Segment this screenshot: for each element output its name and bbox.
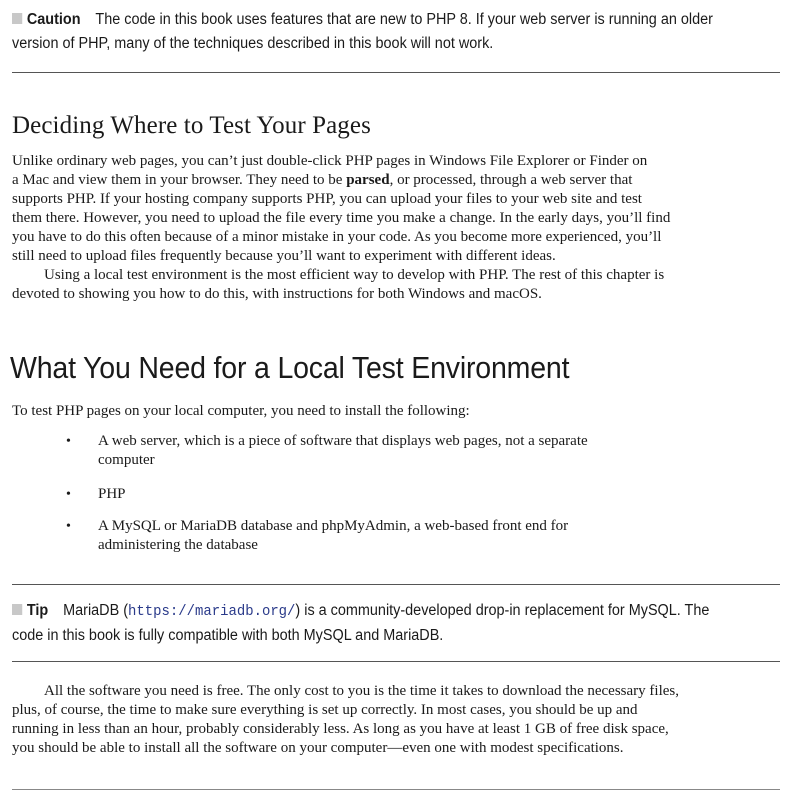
tip-note xyxy=(12,599,780,648)
section1-paragraph-2 xyxy=(12,266,780,304)
text-run: Using a local test environment is the most efficient way to develop with PHP. The rest of this chapter is xyxy=(44,267,665,283)
caution-label: Caution xyxy=(26,11,81,28)
text-run: , or processed, through a web server that xyxy=(389,172,633,188)
paragraph-line: you should be able to install all the software on your computer—even one with modest specifications. xyxy=(12,740,624,756)
caution-bottom-rule xyxy=(12,72,780,73)
text-run: a Mac and view them in your browser. They need to be xyxy=(12,172,347,188)
text-run: ) is a community-developed drop-in replacement for MySQL. The xyxy=(295,602,710,619)
paragraph-line xyxy=(12,171,780,190)
paragraph-line: supports PHP. If your hosting company supports PHP, you can upload your files to your web site and test xyxy=(12,191,642,207)
paragraph-line xyxy=(12,682,780,701)
paragraph-line: devoted to showing you how to do this, with instructions for both Windows and macOS. xyxy=(12,286,542,302)
text-run: All the software you need is free. The only cost to you is the time it takes to download the necessary files, xyxy=(44,683,679,699)
caution-line-1 xyxy=(12,8,780,32)
paragraph-line: you have to do this often because of a minor mistake in your code. As you become more experienced, you’ll xyxy=(12,229,662,245)
mariadb-link[interactable]: https://mariadb.org/ xyxy=(128,603,296,620)
list-item xyxy=(66,432,698,470)
page-bottom-rule xyxy=(12,789,780,790)
bullet-icon: • xyxy=(66,434,71,449)
list-item-line: administering the database xyxy=(98,537,258,553)
bold-term-parsed: parsed xyxy=(346,172,390,188)
list-item-line: A web server, which is a piece of software that displays web pages, not a separate xyxy=(98,433,588,449)
paragraph-line: running in less than an hour, probably considerably less. As long as you have at least 1 GB of free disk space, xyxy=(12,721,669,737)
tip-top-rule xyxy=(12,584,780,585)
closing-paragraph xyxy=(12,682,780,758)
list-item-line: PHP xyxy=(98,486,126,502)
tip-line-1 xyxy=(12,599,780,624)
section-heading-local-test-env: What You Need for a Local Test Environment xyxy=(10,350,570,385)
tip-line-2: code in this book is fully compatible with both MySQL and MariaDB. xyxy=(12,627,444,644)
paragraph-line: Unlike ordinary web pages, you can’t just double-click PHP pages in Windows File Explorer or Finder on xyxy=(12,153,648,169)
paragraph-line xyxy=(12,266,780,285)
list-item xyxy=(66,485,698,504)
list-item-line: computer xyxy=(98,452,155,468)
section2-intro: To test PHP pages on your local computer, you need to install the following: xyxy=(12,403,470,419)
caution-text: The code in this book uses features that are new to PHP 8. If your web server is running an older xyxy=(95,11,713,28)
paragraph-line: them there. However, you need to upload the file every time you make a change. In the early days, you’ll find xyxy=(12,210,671,226)
text-run: MariaDB ( xyxy=(63,602,129,619)
caution-line-2: version of PHP, many of the techniques described in this book will not work. xyxy=(12,35,494,52)
bullet-icon: • xyxy=(66,487,71,502)
caution-note xyxy=(12,8,780,56)
paragraph-line: still need to upload files frequently because you’ll want to experiment with different ideas. xyxy=(12,248,556,264)
tip-label: Tip xyxy=(26,602,49,619)
caution-square-icon xyxy=(12,13,22,24)
tip-square-icon xyxy=(12,604,22,615)
list-item-line: A MySQL or MariaDB database and phpMyAdmin, a web-based front end for xyxy=(98,518,569,534)
list-item xyxy=(66,517,698,555)
tip-bottom-rule xyxy=(12,661,780,662)
bullet-icon: • xyxy=(66,519,71,534)
section1-paragraph-1 xyxy=(12,152,780,266)
section-heading-deciding: Deciding Where to Test Your Pages xyxy=(12,112,371,139)
paragraph-line: plus, of course, the time to make sure everything is set up correctly. In most cases, you should be up and xyxy=(12,702,638,718)
